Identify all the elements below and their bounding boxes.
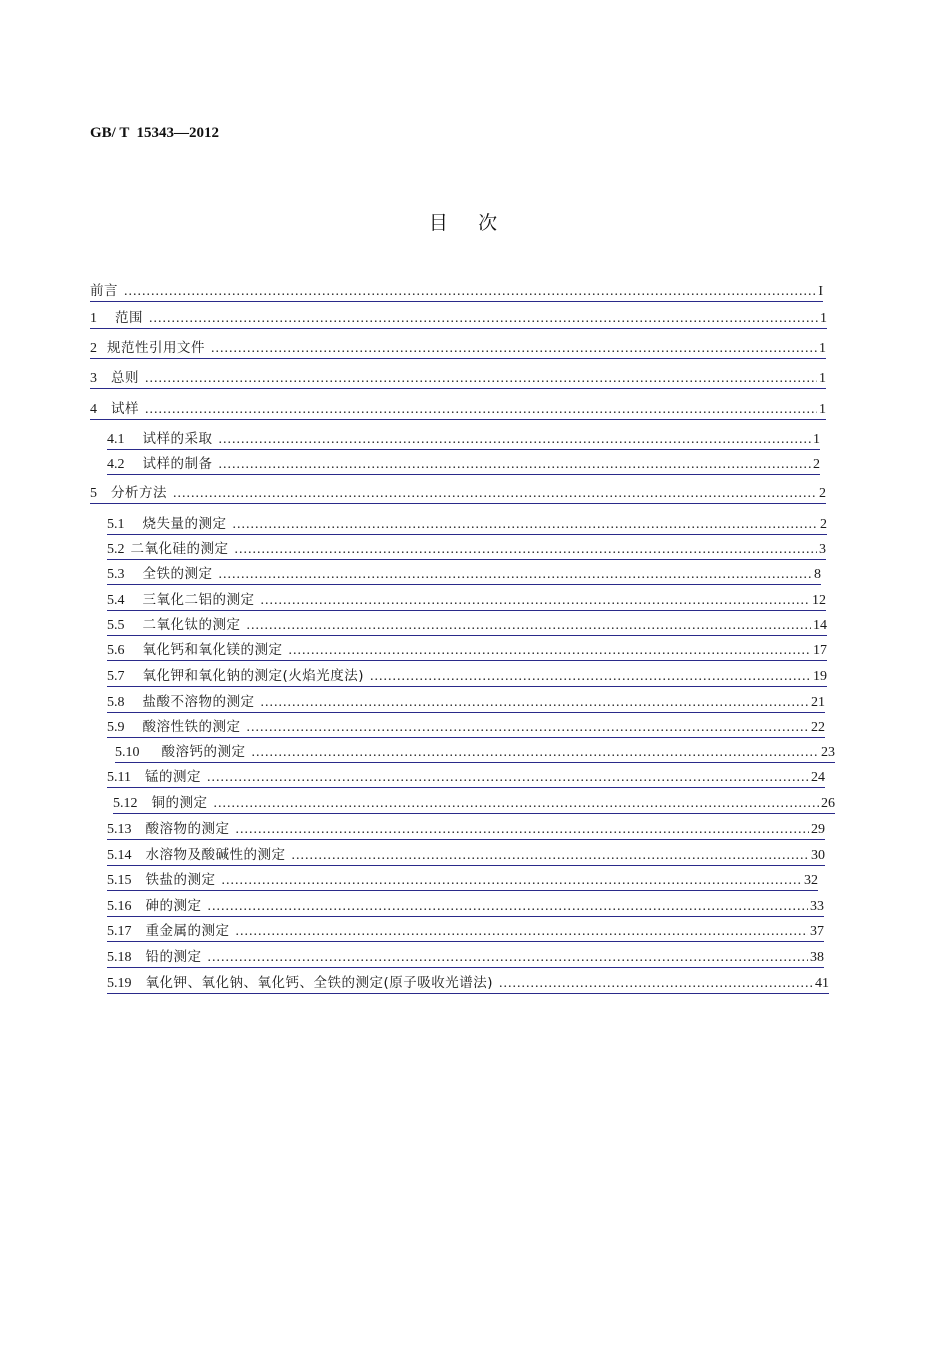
toc-entry[interactable] (90, 281, 823, 302)
toc-entry-label: 二氧化硅的测定 (130, 541, 229, 557)
toc-entry-number: 5.3 (107, 567, 125, 582)
toc-entry-page: 8 (814, 567, 821, 582)
toc-entry-leader (370, 667, 811, 687)
toc-entry-number: 5.6 (107, 643, 125, 658)
toc-entry[interactable] (113, 793, 835, 814)
toc-entry[interactable] (107, 454, 820, 475)
toc-entry[interactable] (107, 819, 825, 840)
toc-entry-label: 氧化钾和氧化钠的测定(火焰光度法) (142, 668, 365, 684)
toc-entry-page: 21 (811, 695, 825, 710)
toc-entry-label: 铜的测定 (151, 795, 208, 811)
toc-entry-number: 5.19 (107, 976, 132, 991)
toc-entry[interactable] (107, 640, 827, 661)
toc-entry-label: 氧化钙和氧化镁的测定 (142, 642, 283, 658)
toc-entry-leader (219, 565, 813, 585)
toc-entry[interactable] (107, 845, 825, 866)
toc-entry-leader (261, 591, 811, 611)
toc-entry[interactable] (90, 483, 826, 504)
toc-entry[interactable] (107, 692, 825, 713)
toc-entry-label: 三氧化二铝的测定 (142, 592, 255, 608)
toc-entry-page: 30 (811, 848, 825, 863)
toc-entry-leader (261, 693, 810, 713)
toc-entry-number: 5.9 (107, 720, 125, 735)
toc-entry[interactable] (107, 973, 829, 994)
toc-entry-page: 19 (813, 669, 827, 684)
toc-entry-leader (252, 743, 820, 763)
toc-entry-label: 盐酸不溶物的测定 (142, 694, 255, 710)
standard-number: GB/ T 15343—2012 (90, 125, 220, 141)
toc-entry-number: 2 (90, 341, 97, 356)
toc-entry-leader (149, 309, 818, 329)
toc-entry-page: 14 (813, 618, 827, 633)
toc-entry[interactable] (107, 921, 824, 942)
toc-entry-label: 砷的测定 (145, 898, 202, 914)
toc-entry-label: 酸溶钙的测定 (161, 744, 246, 760)
toc-entry-label: 分析方法 (111, 485, 167, 501)
toc-entry-number: 5 (90, 486, 97, 501)
toc-entry-leader (211, 339, 817, 359)
toc-entry-leader (208, 948, 809, 968)
toc-entry-label: 试样的采取 (142, 431, 213, 447)
toc-entry-page: 38 (810, 950, 824, 965)
toc-entry-label: 锰的测定 (144, 769, 201, 785)
toc-entry-leader (145, 369, 817, 389)
toc-entry[interactable] (107, 514, 827, 535)
toc-entry-leader (208, 897, 809, 917)
toc-entry-page: I (818, 284, 823, 299)
toc-entry-leader (214, 794, 820, 814)
toc-entry-number: 5.11 (107, 770, 131, 785)
toc-entry[interactable] (107, 429, 820, 450)
toc-entry-label: 二氧化钛的测定 (142, 617, 241, 633)
toc-entry[interactable] (90, 399, 826, 420)
toc-entry-number: 1 (90, 311, 97, 326)
toc-entry-page: 26 (821, 796, 835, 811)
toc-entry-label: 试样的制备 (142, 456, 213, 472)
toc-entry-page: 1 (819, 371, 826, 386)
toc-entry-label: 范围 (115, 310, 143, 326)
toc-entry-label: 前言 (90, 283, 118, 299)
toc-entry[interactable] (107, 767, 825, 788)
toc-entry-number: 5.8 (107, 695, 125, 710)
toc-entry-number: 3 (90, 371, 97, 386)
toc-entry-page: 2 (819, 486, 826, 501)
toc-entry-number: 5.14 (107, 848, 132, 863)
toc-title: 目 次 (428, 212, 498, 234)
toc-entry-label: 酸溶物的测定 (145, 821, 230, 837)
toc-entry[interactable] (107, 590, 826, 611)
toc-entry-page: 1 (819, 341, 826, 356)
toc-entry-label: 全铁的测定 (142, 566, 213, 582)
toc-entry-number: 4 (90, 402, 97, 417)
toc-entry[interactable] (107, 717, 825, 738)
toc-entry-label: 铁盐的测定 (145, 872, 216, 888)
toc-entry-leader (499, 974, 813, 994)
toc-entry-number: 5.1 (107, 517, 125, 532)
toc-entry[interactable] (107, 564, 821, 585)
toc-entry-number: 5.16 (107, 899, 132, 914)
toc-entry-label: 重金属的测定 (145, 923, 230, 939)
toc-entry-page: 37 (810, 924, 824, 939)
toc-entry-page: 33 (810, 899, 824, 914)
toc-entry[interactable] (115, 742, 835, 763)
toc-entry-page: 2 (813, 457, 820, 472)
toc-entry-leader (236, 922, 809, 942)
toc-entry-number: 5.5 (107, 618, 125, 633)
toc-entry-leader (247, 616, 812, 636)
toc-entry[interactable] (107, 666, 827, 687)
toc-entry-number: 5.4 (107, 593, 125, 608)
toc-entry-leader (235, 540, 818, 560)
toc-entry-leader (145, 400, 817, 420)
toc-entry-number: 5.2 (107, 542, 125, 557)
toc-entry-leader (207, 768, 809, 788)
toc-entry-leader (173, 484, 817, 504)
toc-entry-label: 试样 (111, 401, 139, 417)
toc-entry-label: 烧失量的测定 (142, 516, 227, 532)
toc-entry-leader (292, 846, 810, 866)
toc-entry-number: 4.2 (107, 457, 125, 472)
toc-entry-page: 12 (812, 593, 826, 608)
toc-entry-label: 酸溶性铁的测定 (142, 719, 241, 735)
toc-entry[interactable] (107, 896, 824, 917)
toc-entry-label: 规范性引用文件 (107, 340, 205, 356)
toc-entry-page: 2 (820, 517, 827, 532)
toc-entry-number: 5.17 (107, 924, 132, 939)
toc-entry-page: 41 (815, 976, 829, 991)
toc-entry-number: 5.18 (107, 950, 132, 965)
toc-entry[interactable] (90, 368, 826, 389)
toc-entry-label: 氧化钾、氧化钠、氧化钙、全铁的测定(原子吸收光谱法) (145, 975, 494, 991)
toc-entry-label: 水溶物及酸碱性的测定 (145, 847, 286, 863)
toc-entry-leader (289, 641, 812, 661)
toc-entry[interactable] (107, 870, 818, 891)
toc-entry-page: 32 (804, 873, 818, 888)
toc-entry-page: 23 (821, 745, 835, 760)
toc-entry-number: 5.13 (107, 822, 132, 837)
toc-entry-page: 24 (811, 770, 825, 785)
toc-entry-leader (233, 515, 819, 535)
toc-entry[interactable] (107, 539, 826, 560)
toc-entry-number: 5.12 (113, 796, 138, 811)
toc-entry-page: 17 (813, 643, 827, 658)
toc-entry[interactable] (107, 947, 824, 968)
toc-entry-number: 5.15 (107, 873, 132, 888)
toc-entry-number: 5.7 (107, 669, 125, 684)
toc-entry[interactable] (90, 338, 826, 359)
toc-entry-leader (222, 871, 803, 891)
toc-entry-label: 总则 (111, 370, 139, 386)
toc-entry-number: 5.10 (115, 745, 140, 760)
toc-entry-leader (124, 282, 816, 302)
toc-entry-page: 1 (819, 402, 826, 417)
toc-entry-leader (236, 820, 810, 840)
toc-entry[interactable] (107, 615, 827, 636)
toc-entry-page: 29 (811, 822, 825, 837)
toc-entry-page: 1 (820, 311, 827, 326)
toc-entry-leader (219, 430, 812, 450)
toc-entry-number: 4.1 (107, 432, 125, 447)
toc-entry-page: 1 (813, 432, 820, 447)
toc-entry-label: 铅的测定 (145, 949, 202, 965)
toc-entry-page: 3 (819, 542, 826, 557)
toc-entry[interactable] (90, 308, 827, 329)
toc-entry-leader (247, 718, 810, 738)
toc-entry-page: 22 (811, 720, 825, 735)
toc-entry-leader (219, 455, 812, 475)
